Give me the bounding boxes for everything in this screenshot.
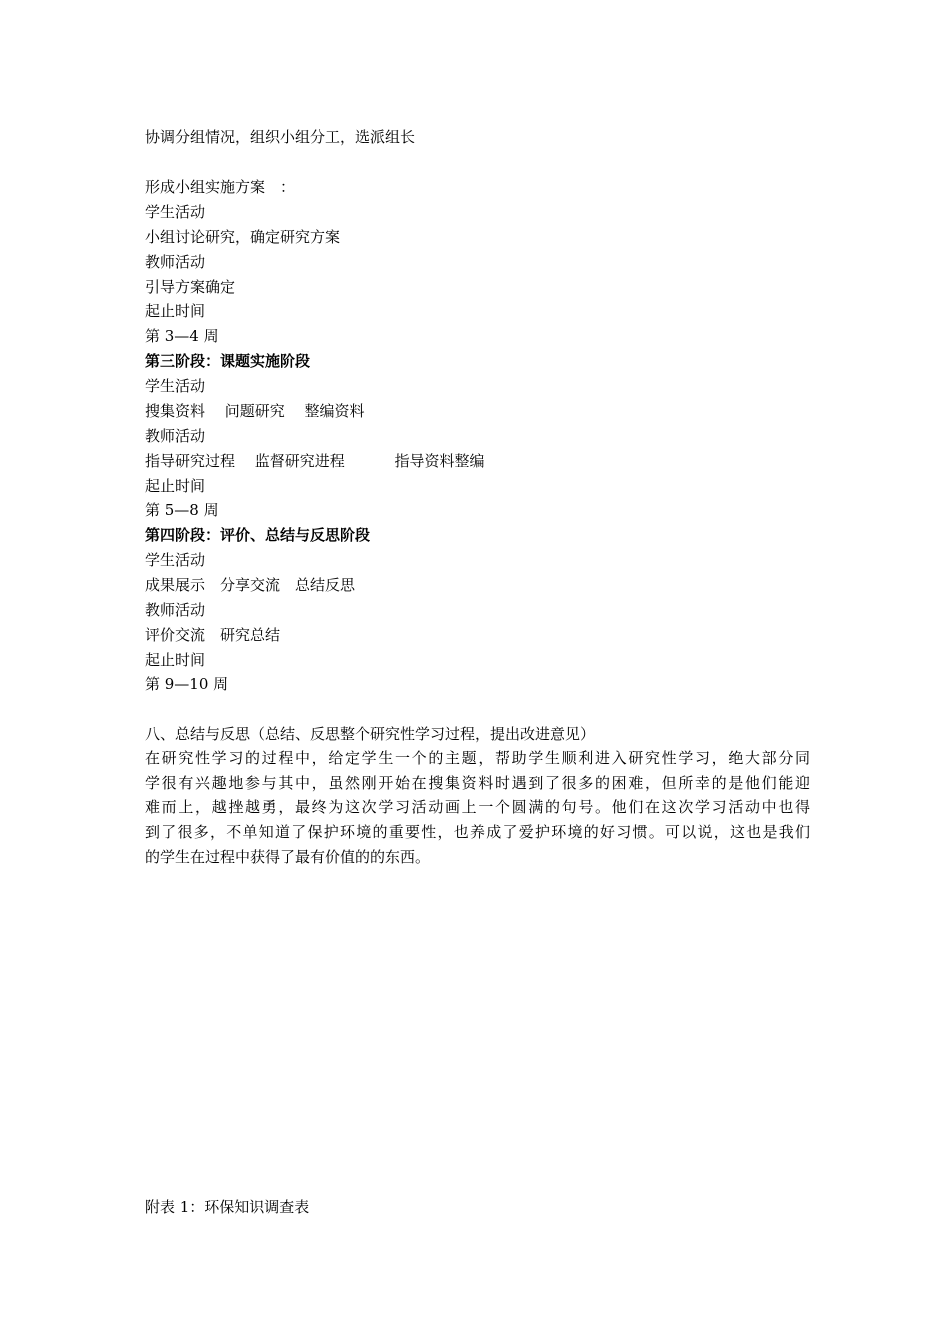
summary-line: 的学生在过程中获得了最有价值的的东西。	[145, 847, 431, 866]
section-heading: 第三阶段：课题实施阶段	[145, 352, 311, 370]
text-line: 起止时间	[145, 651, 206, 669]
text-line: 小组讨论研究，确定研究方案	[145, 228, 341, 246]
text-line: 评价交流 研究总结	[145, 626, 281, 644]
text-line: 成果展示 分享交流 总结反思	[145, 576, 356, 594]
appendix-title: 附表 1：环保知识调查表	[145, 1198, 310, 1216]
text-line: 起止时间	[145, 302, 206, 320]
section-title: 八、总结与反思（总结、反思整个研究性学习过程，提出改进意见）	[145, 725, 596, 743]
summary-line: 难而上，越挫越勇，最终为这次学习活动画上一个圆满的句号。他们在这次学习活动中也得	[145, 798, 810, 817]
summary-line: 学很有兴趣地参与其中，虽然刚开始在搜集资料时遇到了很多的困难，但所幸的是他们能迎	[145, 773, 810, 792]
text-line: 搜集资料 问题研究 整编资料	[145, 402, 365, 420]
text-line: 教师活动	[145, 601, 206, 619]
text-line: 第 5—8 周	[145, 501, 219, 519]
section-heading: 第四阶段：评价、总结与反思阶段	[145, 526, 371, 544]
summary-line: 到了很多，不单知道了保护环境的重要性，也养成了爱护环境的好习惯。可以说，这也是我们	[145, 823, 810, 842]
text-line: 起止时间	[145, 477, 206, 495]
text-line: 第 3—4 周	[145, 327, 219, 345]
text-line: 教师活动	[145, 253, 206, 271]
text-line: 学生活动	[145, 203, 206, 221]
text-line: 教师活动	[145, 427, 206, 445]
document-page	[145, 0, 810, 1344]
text-line: 指导研究过程 监督研究进程 指导资料整编	[145, 452, 485, 470]
text-line: 第 9—10 周	[145, 675, 229, 693]
text-line: 学生活动	[145, 551, 206, 569]
text-line: 协调分组情况，组织小组分工，选派组长	[145, 128, 416, 146]
text-line: 引导方案确定	[145, 278, 236, 296]
summary-paragraph	[145, 746, 810, 869]
text-line: 形成小组实施方案 ：	[145, 178, 296, 196]
summary-line: 在研究性学习的过程中，给定学生一个的主题，帮助学生顺利进入研究性学习，绝大部分同	[145, 749, 810, 767]
text-line: 学生活动	[145, 377, 206, 395]
